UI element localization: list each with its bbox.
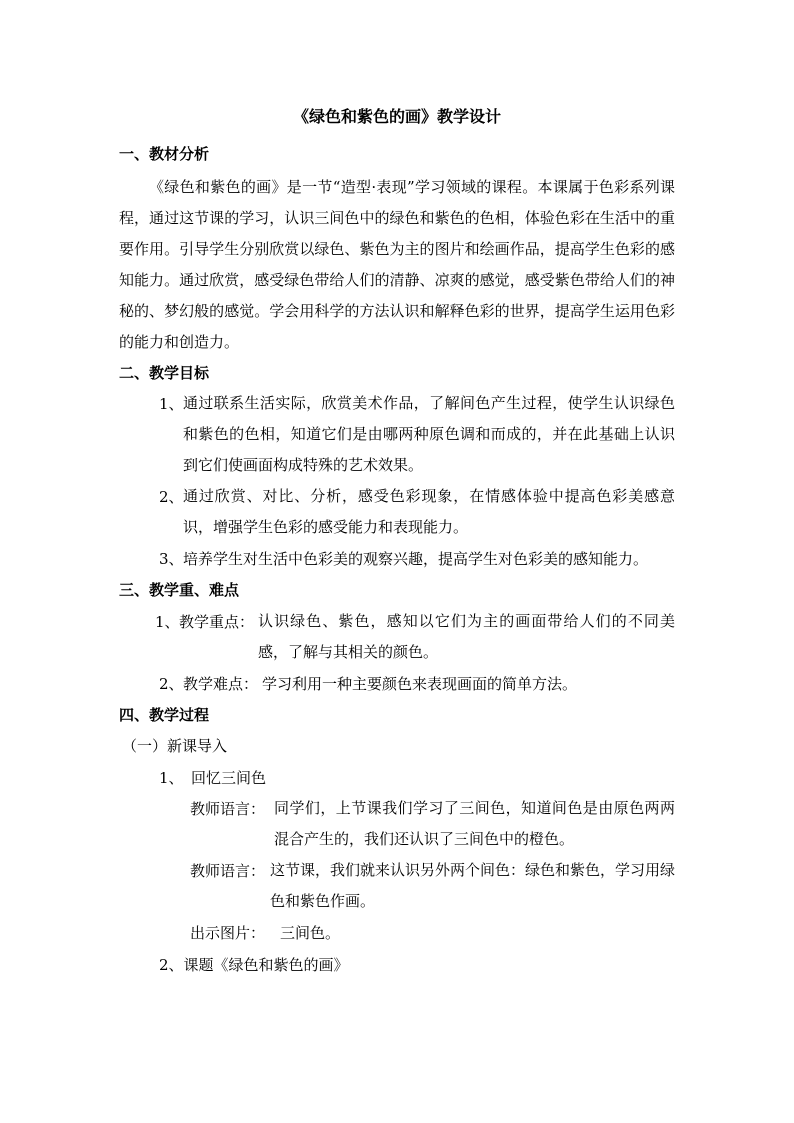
- key-point-label-1: 教学重点：: [179, 613, 255, 631]
- goal-number-2: 2、: [159, 488, 184, 506]
- section-heading-process: 四、教学过程: [119, 706, 210, 724]
- goal-number-3: 3、: [159, 550, 184, 568]
- key-point-text-2: 学习利用一种主要颜色来表现画面的简单方法。: [262, 675, 578, 693]
- section-heading-key-points: 三、教学重、难点: [119, 581, 240, 599]
- goal-text-3: 培养学生对生活中色彩美的观察兴趣，提高学生对色彩美的感知能力。: [183, 550, 649, 568]
- teacher-speech-label-2: 教师语言：: [190, 862, 266, 880]
- process-step-2: 2、课题《绿色和紫色的画》: [159, 956, 349, 974]
- document-title: 《绿色和紫色的画》教学设计: [292, 107, 501, 126]
- key-point-number-2: 2、: [159, 675, 184, 693]
- goal-text-1: 通过联系生活实际，欣赏美术作品，了解间色产生过程，使学生认识绿色和紫色的色相，知道它们是由哪两种原色调和而成的，并在此基础上认识到它们使画面构成特殊的艺术效果。: [183, 394, 675, 474]
- section-heading-analysis: 一、教材分析: [119, 145, 210, 163]
- analysis-paragraph: 《绿色和紫色的画》是一节“造型·表现”学习领域的课程。本课属于色彩系列课程，通过这节课的学习，认识三间色中的绿色和紫色的色相，体验色彩在生活中的重要作用。引导学生分别欣赏以绿色、紫色为主的图片和绘画作品，提高学生色彩的感知能力。通过欣赏，感受绿色带给人们的清静、凉爽的感觉，感受紫色带给人们的神秘的、梦幻般的感觉。学会用科学的方法认识和解释色彩的世界，提高学生运用色彩的能力和创造力。: [119, 178, 675, 351]
- key-point-text-1: 认识绿色、紫色，感知以它们为主的画面带给人们的不同美感，了解与其相关的颜色。: [258, 612, 675, 661]
- show-image-label: 出示图片：: [190, 924, 266, 942]
- goal-number-1: 1、: [159, 395, 184, 413]
- key-point-number-1: 1、: [155, 613, 180, 631]
- show-image-text: 三间色。: [280, 924, 341, 942]
- process-step-1: 1、 回忆三间色: [159, 769, 267, 787]
- teacher-speech-text-1: 同学们，上节课我们学习了三间色，知道间色是由原色两两混合产生的，我们还认识了三间色中的橙色。: [274, 799, 675, 848]
- process-subheading-1: （一）新课导入: [122, 737, 228, 755]
- section-heading-goals: 二、教学目标: [119, 364, 210, 382]
- key-point-label-2: 教学难点：: [183, 675, 259, 693]
- teacher-speech-label-1: 教师语言：: [190, 800, 266, 818]
- teacher-speech-text-2: 这节课，我们就来认识另外两个间色：绿色和紫色，学习用绿色和紫色作画。: [270, 861, 676, 910]
- goal-text-2: 通过欣赏、对比、分析，感受色彩现象，在情感体验中提高色彩美感意识，增强学生色彩的感受能力和表现能力。: [183, 487, 675, 536]
